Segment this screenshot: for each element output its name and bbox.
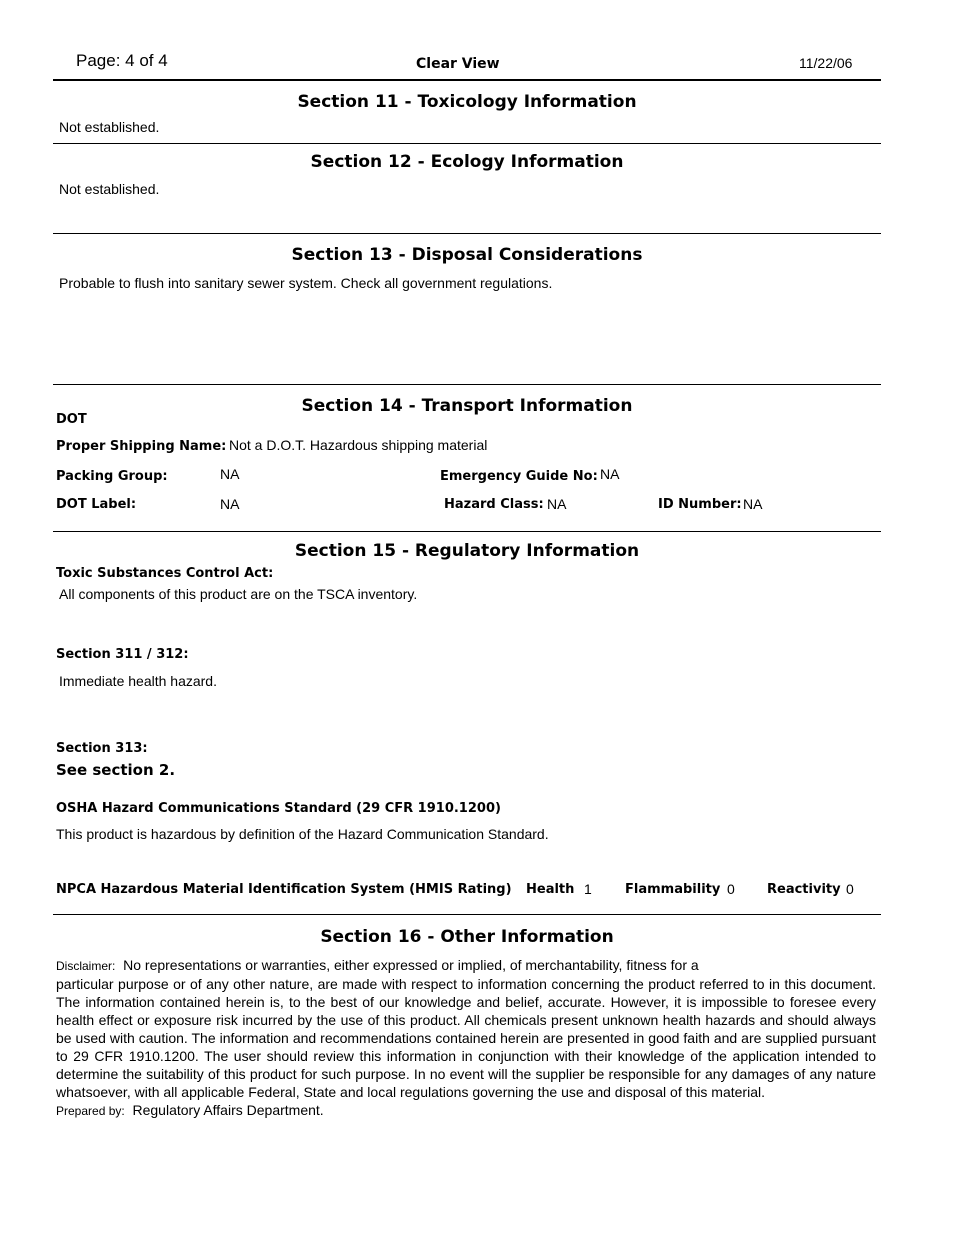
section-313-text: See section 2. [56,761,176,779]
hazard-class-value: NA [547,496,567,512]
section-12-text: Not established. [59,181,160,197]
section-16-title: Section 16 - Other Information [320,927,614,947]
health-label: Health [526,882,575,897]
header-rule [53,79,881,81]
disclaimer-label: Disclaimer: [56,959,116,973]
section-14-rule [53,531,881,532]
product-name: Clear View [416,56,500,72]
section-311-label: Section 311 / 312: [56,647,189,662]
section-15-rule [53,914,881,915]
document-date: 11/22/06 [799,55,853,71]
section-11-rule [53,143,881,144]
section-13-text: Probable to flush into sanitary sewer system. Check all government regulations. [59,275,553,291]
health-value: 1 [584,881,592,897]
disclaimer-text: particular purpose or of any other nature, are made with respect to information concerning the product referred to in this document. The information contained herein is, to the best of our knowledge and belief, accurate. However, it is impossible to foresee every health effect or exposure risk incurred by the use of this product. All chemicals present unknown health hazards and should always be used with caution. The information and recommendations contained herein are presented in good faith and are supplied pursuant to 29 CFR 1910.1200. The user should review this information in conjunction with their knowledge of the application intended to determine the suitability of this product for such purpose. In no event will the supplier be responsible for any damages of any nature whatsoever, with all applicable Federal, State and local regulations governing the use and disposal of this material. [56,976,876,1100]
section-13-title: Section 13 - Disposal Considerations [291,245,643,265]
dot-label-label: DOT Label: [56,497,137,512]
prepared-by-label: Prepared by: [56,1104,125,1118]
section-11-text: Not established. [59,119,160,135]
proper-shipping-name-value: Not a D.O.T. Hazardous shipping material [229,437,488,453]
reactivity-value: 0 [846,881,854,897]
section-313-label: Section 313: [56,741,148,756]
osha-text: This product is hazardous by definition of the Hazard Communication Standard. [56,826,549,842]
packing-group-value: NA [220,466,240,482]
section-14-title: Section 14 - Transport Information [301,396,633,416]
tsca-label: Toxic Substances Control Act: [56,566,274,581]
tsca-text: All components of this product are on the TSCA inventory. [59,586,418,602]
osha-label: OSHA Hazard Communications Standard (29 CFR 1910.1200) [56,801,501,816]
section-13-rule [53,384,881,385]
section-15-title: Section 15 - Regulatory Information [294,541,640,561]
page-number: Page: 4 of 4 [76,51,168,70]
hazard-class-label: Hazard Class: [444,497,544,512]
id-number-label: ID Number: [658,497,742,512]
section-311-text: Immediate health hazard. [59,673,217,689]
prepared-by-value: Regulatory Affairs Department. [132,1102,324,1118]
packing-group-label: Packing Group: [56,469,168,484]
dot-label-value: NA [220,496,240,512]
flammability-value: 0 [727,881,735,897]
emergency-guide-value: NA [600,466,620,482]
reactivity-label: Reactivity [767,882,841,897]
proper-shipping-name-label: Proper Shipping Name: [56,439,227,454]
section-12-rule [53,233,881,234]
disclaimer-block [56,956,876,1120]
disclaimer-first-line: No representations or warranties, either expressed or implied, of merchantability, fitness for a [123,957,699,973]
flammability-label: Flammability [625,882,721,897]
section-11-title: Section 11 - Toxicology Information [297,92,637,112]
dot-label: DOT [56,412,87,427]
id-number-value: NA [743,496,763,512]
emergency-guide-label: Emergency Guide No: [440,469,598,484]
hmis-label: NPCA Hazardous Material Identification System (HMIS Rating) [56,882,512,897]
section-12-title: Section 12 - Ecology Information [310,152,624,172]
